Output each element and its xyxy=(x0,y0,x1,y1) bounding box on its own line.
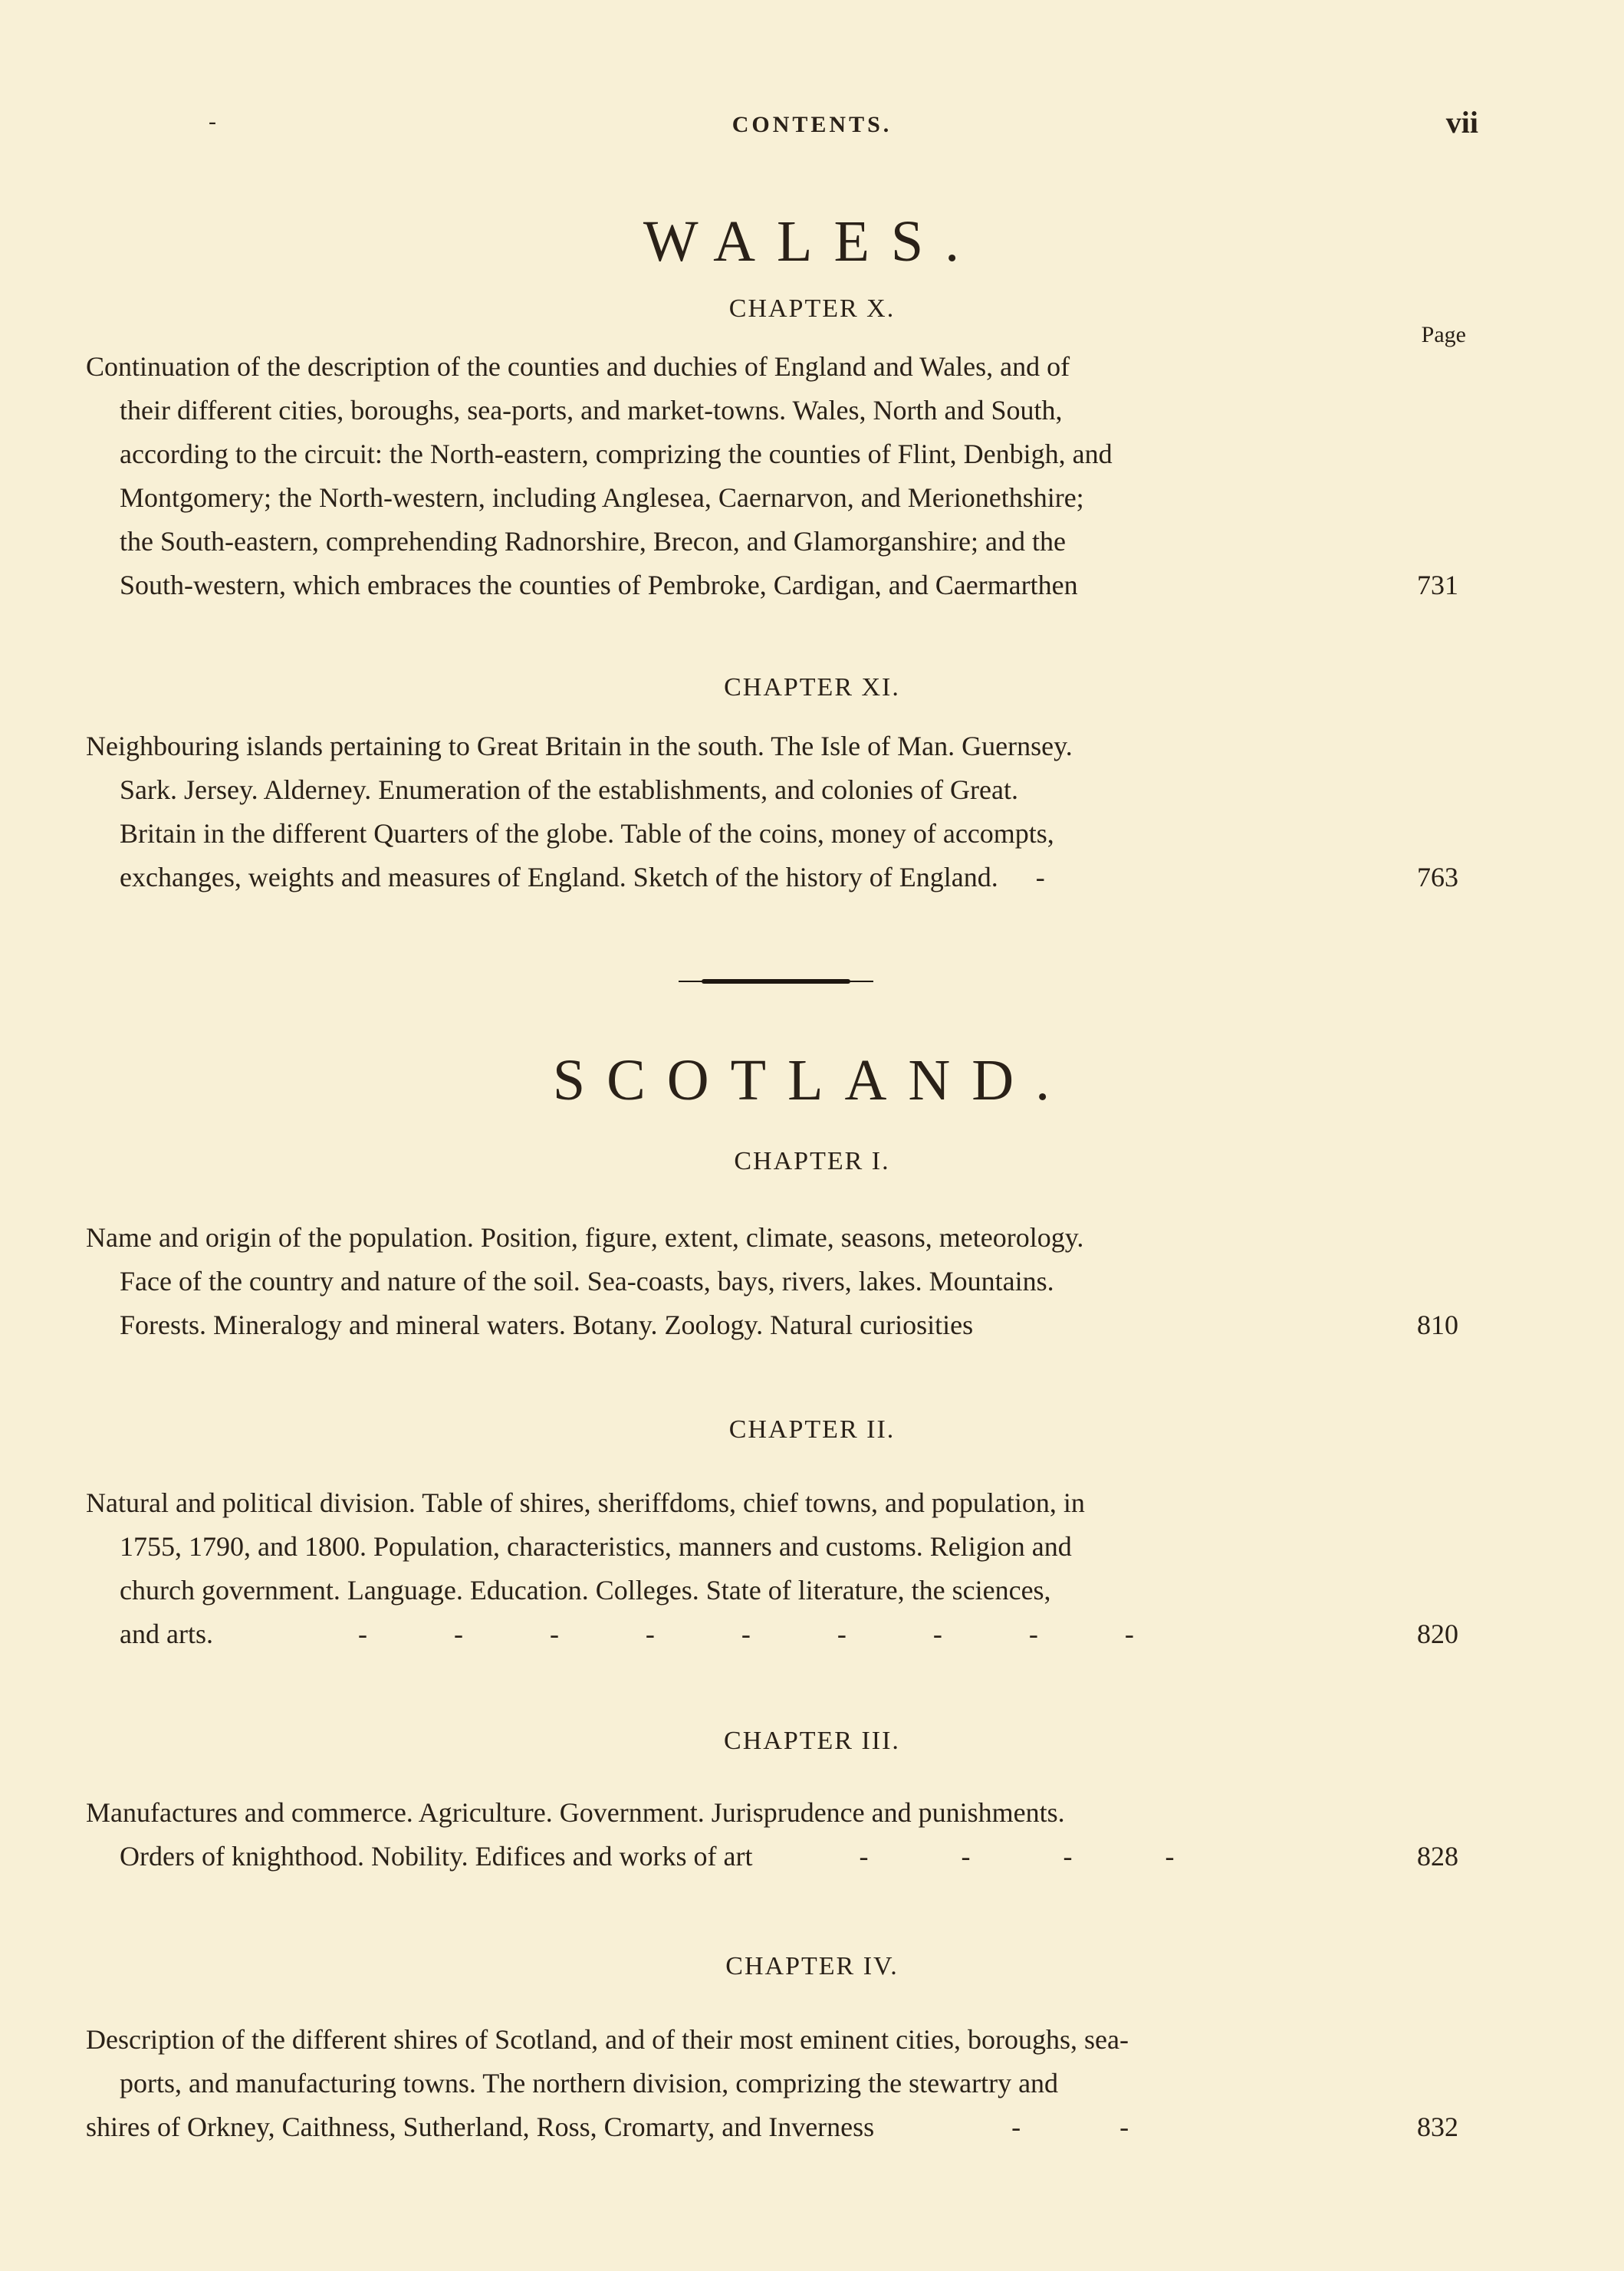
summary-line-final xyxy=(86,1612,1458,1656)
summary-line: Britain in the different Quarters of the globe. Table of the coins, money of accompts, xyxy=(120,818,1054,849)
page-reference: 820 xyxy=(1417,1619,1458,1649)
page-reference: 828 xyxy=(1417,1841,1458,1872)
dot-leader: - - xyxy=(1011,2112,1175,2142)
page-column-label: Page xyxy=(1421,322,1466,347)
summary-line: Montgomery; the North-western, including Anglesea, Caernarvon, and Merionethshire; xyxy=(120,482,1084,513)
section-title-wales: WALES. xyxy=(643,209,981,274)
summary-line: according to the circuit: the North-eastern, comprizing the counties of Flint, Denbigh, and xyxy=(120,439,1113,469)
summary-text: Orders of knighthood. Nobility. Edifices and works of art xyxy=(120,1841,753,1872)
summary-line: ports, and manufacturing towns. The northern division, comprizing the stewartry and xyxy=(120,2068,1059,2098)
section-divider xyxy=(702,979,850,984)
summary-line-final xyxy=(86,1835,1458,1878)
running-head-title: CONTENTS. xyxy=(731,112,893,137)
chapter-heading: CHAPTER IV. xyxy=(725,1952,899,1980)
running-head-dash: - xyxy=(209,109,216,134)
summary-text: Forests. Mineralogy and mineral waters. Botany. Zoology. Natural curiosities xyxy=(120,1310,974,1340)
summary-line: Neighbouring islands pertaining to Great Britain in the south. The Isle of Man. Guernsey. xyxy=(86,731,1073,761)
chapter-heading: CHAPTER XI. xyxy=(724,673,900,702)
chapter-summary xyxy=(86,1791,1458,1878)
page-reference: 810 xyxy=(1417,1310,1458,1340)
chapter-heading: CHAPTER II. xyxy=(728,1415,896,1444)
summary-text: exchanges, weights and measures of England. Sketch of the history of England. xyxy=(120,862,998,892)
chapter-heading: CHAPTER X. xyxy=(728,294,896,323)
summary-line: Manufactures and commerce. Agriculture. Government. Jurisprudence and punishments. xyxy=(86,1797,1065,1828)
chapter-heading: CHAPTER I. xyxy=(734,1147,890,1175)
page-number: vii xyxy=(1445,105,1478,140)
summary-line-final xyxy=(86,2105,1458,2149)
summary-line-final xyxy=(86,1303,1458,1347)
summary-text: South-western, which embraces the counties of Pembroke, Cardigan, and Caermarthen xyxy=(120,570,1078,600)
chapter-summary xyxy=(86,1216,1458,1347)
dot-leader: - - - - xyxy=(859,1841,1218,1872)
dot-leader: - xyxy=(1035,862,1050,892)
summary-line-final xyxy=(86,564,1458,607)
chapter-heading: CHAPTER III. xyxy=(724,1727,900,1755)
chapter-summary xyxy=(86,2018,1458,2149)
page-reference: 763 xyxy=(1417,862,1458,892)
chapter-summary xyxy=(86,725,1458,899)
summary-line: Continuation of the description of the counties and duchies of England and Wales, and of xyxy=(86,351,1070,382)
summary-line: Natural and political division. Table of shires, sheriffdoms, chief towns, and population, in xyxy=(86,1487,1085,1518)
summary-line: Description of the different shires of Scotland, and of their most eminent cities, boroughs, sea- xyxy=(86,2024,1129,2055)
chapter-summary xyxy=(86,345,1458,607)
chapter-summary xyxy=(86,1481,1458,1656)
page-reference: 832 xyxy=(1417,2112,1458,2142)
summary-line: their different cities, boroughs, sea-ports, and market-towns. Wales, North and South, xyxy=(120,395,1063,426)
summary-line: Name and origin of the population. Position, figure, extent, climate, seasons, meteorology. xyxy=(86,1222,1084,1253)
running-head xyxy=(0,104,1624,143)
dot-leader: - - - - - - - - - xyxy=(357,1619,1174,1649)
summary-line: Face of the country and nature of the soil. Sea-coasts, bays, rivers, lakes. Mountains. xyxy=(120,1266,1054,1297)
summary-line: church government. Language. Education. Colleges. State of literature, the sciences, xyxy=(120,1575,1051,1605)
summary-text: and arts. xyxy=(120,1619,213,1649)
summary-line: 1755, 1790, and 1800. Population, characteristics, manners and customs. Religion and xyxy=(120,1531,1072,1562)
summary-line: the South-eastern, comprehending Radnorshire, Brecon, and Glamorganshire; and the xyxy=(120,526,1066,557)
section-title-scotland: SCOTLAND. xyxy=(552,1048,1072,1112)
summary-line-final xyxy=(86,856,1458,899)
summary-line: Sark. Jersey. Alderney. Enumeration of the establishments, and colonies of Great. xyxy=(120,774,1019,805)
page-reference: 731 xyxy=(1417,570,1458,600)
summary-text: shires of Orkney, Caithness, Sutherland, Ross, Cromarty, and Inverness xyxy=(86,2112,875,2142)
